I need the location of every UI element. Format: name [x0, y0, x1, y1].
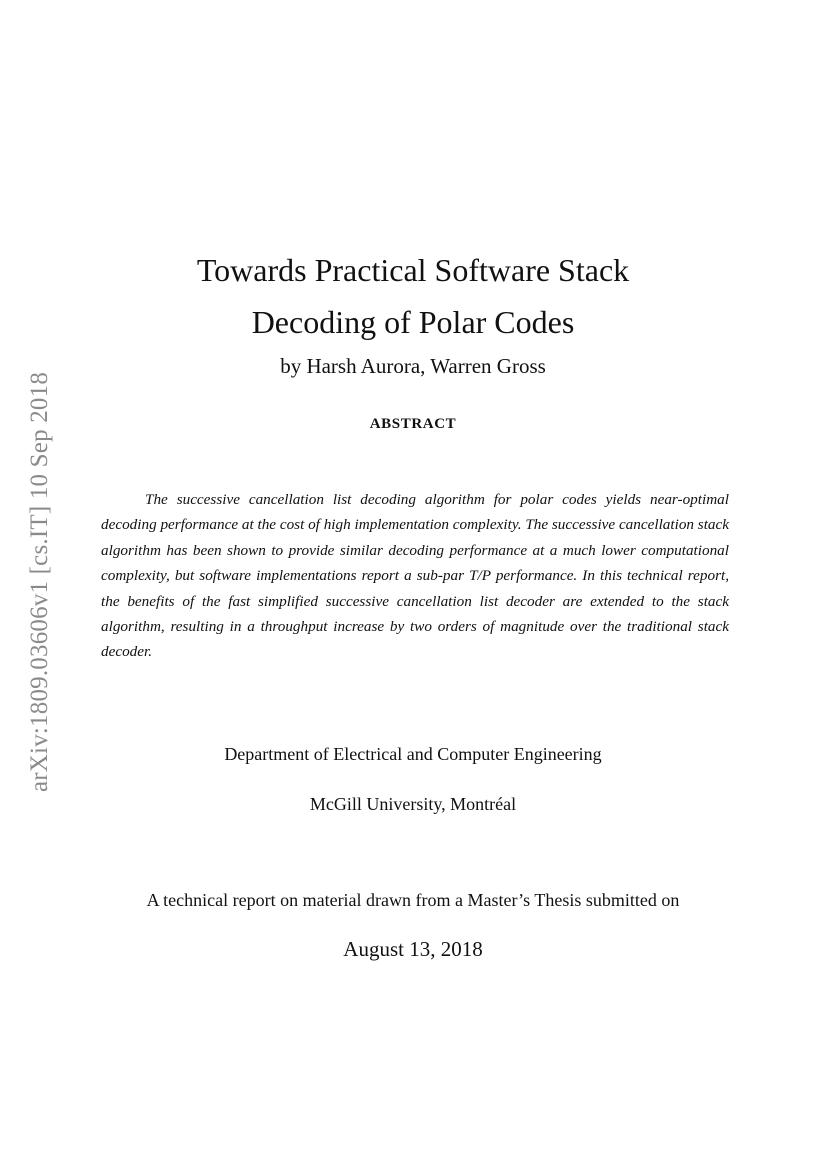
paper-title-line-2: Decoding of Polar Codes — [251, 304, 575, 340]
abstract-heading: ABSTRACT — [369, 416, 457, 432]
arxiv-identifier: arXiv:1809.03606v1 [cs.IT] 10 Sep 2018 — [26, 371, 53, 793]
abstract-body: The successive cancellation list decoding algorithm for polar codes yields near-optimal decoding performance at the cost of high implementation complexity. The successive cancellation stack algorithm has been shown to provide similar decoding performance at a much lower computational complexity, but software implementations report a sub-par T/P performance. In this technical report, the benefits of the fast simplified successive cancellation list decoder are extended to the stack algorithm, resulting in a throughput increase by two orders of magnitude over the traditional stack decoder. — [101, 491, 730, 661]
department: Department of Electrical and Computer Engineering — [224, 744, 602, 764]
university: McGill University, Montréal — [309, 794, 517, 814]
report-note: A technical report on material drawn from a Master’s Thesis submitted on — [146, 890, 680, 910]
paper-title-line-1: Towards Practical Software Stack — [196, 252, 630, 288]
submission-date: August 13, 2018 — [343, 937, 483, 961]
paper-authors: by Harsh Aurora, Warren Gross — [280, 354, 546, 378]
